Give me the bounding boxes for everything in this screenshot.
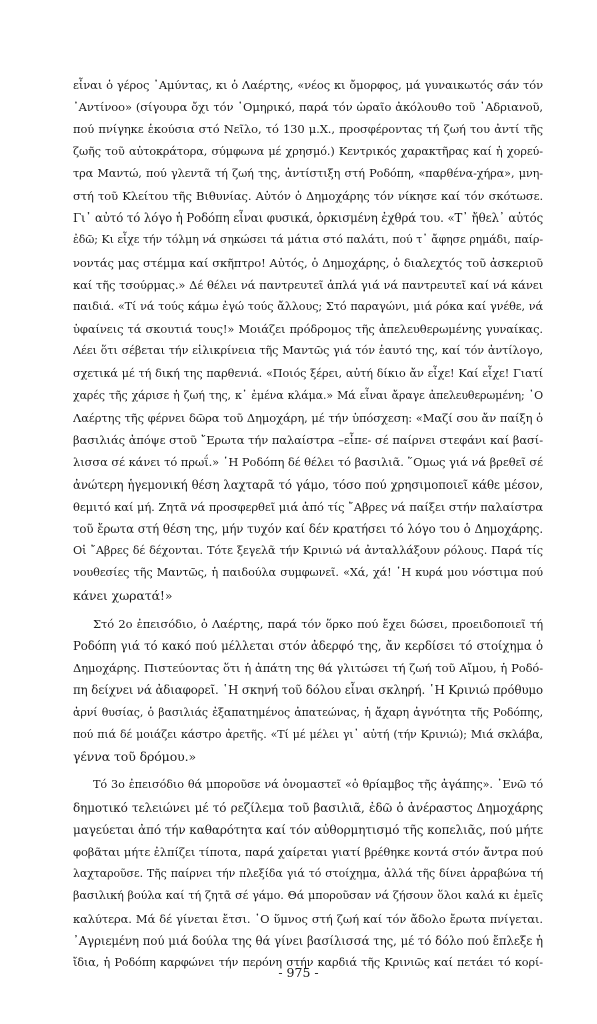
text-line: μαγεύεται ἀπό τήν καθαρότητα καί τόν αὐθορμητισμό τῆς κοπελιᾶς, πού μήτε: [73, 822, 543, 837]
text-line: Λέει ὅτι σέβεται τήν εἰλικρίνεια τῆς Μαντῶς γιά τόν ἑαυτό της, καί τόν ἀντίλογο,: [73, 344, 543, 358]
text-line: παιδιά. «Τί νά τούς κάμω ἐγώ τούς ἄλλους; Στό παραγώνι, μιά ρόκα καί γνέθε, νά: [73, 300, 543, 314]
text-line: γέννα τοῦ δρόμου.»: [73, 749, 197, 765]
text-line: Στό 2ο ἐπεισόδιο, ὁ Λαέρτης, παρά τόν ὅρκο πού ἔχει δώσει, προειδοποιεῖ τή: [93, 616, 543, 631]
text-line: τρα Μαντώ, πού γλεντᾶ τή ζωή της, ἀντίστιξη στή Ροδόπη, «παρθένα-χήρα», μνη-: [73, 166, 543, 180]
text-line: εἶναι ὁ γέρος ᾿Αμύντας, κι ὁ Λαέρτης, «νέος κι ὄμορφος, μά γυναικωτός σάν τόν: [73, 78, 543, 92]
text-line: πη δείχνει νά ἀδιαφορεῖ. ῾Η σκηνή τοῦ δόλου εἶναι σκληρή. ῾Η Κρινιώ πρόθυμο: [73, 683, 543, 698]
text-line: Δημοχάρης. Πιστεύοντας ὅτι ἡ ἀπάτη της θά γλιτώσει τή ζωή τοῦ Αἴμου, ἡ Ροδό-: [73, 661, 543, 676]
text-line: κάνει χωρατά!»: [73, 587, 173, 603]
text-line: ἀνώτερη ἡγεμονική θέση λαχταρᾶ τό γάμο, τόσο πού χρησιμοποιεῖ κάθε μέσον,: [73, 477, 543, 492]
text-line: πού πνίγηκε ἑκούσια στό Νεῖλο, τό 130 μ.Χ., προσφέροντας τή ζωή του ἀντί τῆς: [73, 122, 543, 137]
text-line: ᾿Αγριεμένη πού μιά δούλα της θά γίνει βασίλισσά της, μέ τό δόλο πού ἔπλεξε ἡ: [73, 933, 543, 948]
text-line: στή τοῦ Κλείτου τῆς Βιθυνίας. Αὐτόν ὁ Δημοχάρης τόν νίκησε καί τόν σκότωσε.: [73, 189, 543, 204]
text-line: Γι᾿ αὐτό τό λόγο ἡ Ροδόπη εἶναι φυσικά, ὁρκισμένη ἐχθρά του. «Τ᾿ ἤθελ᾿ αὐτός: [73, 211, 543, 226]
body-text: [73, 74, 543, 974]
text-line: νουθεσίες τῆς Μαντῶς, ἡ παιδούλα συμφωνεῖ. «Χά, χά! ῾Η κυρά μου νόστιμα πού: [73, 566, 543, 580]
text-line: Τό 3ο ἐπεισόδιο θά μποροῦσε νά ὀνομαστεῖ «ὁ θρίαμβος τῆς ἀγάπης». ᾿Ενῶ τό: [93, 778, 543, 792]
text-line: καί τῆς τσούρμας.» Δέ θέλει νά παντρευτεῖ ἁπλά γιά νά παντρευτεῖ καί νά κάνει: [73, 277, 543, 292]
text-line: σχετικά μέ τή δική της παρθενιά. «Ποιός ξέρει, αὐτή δίκιο ἄν εἶχε! Καί εἶχε! Γιατί: [73, 366, 543, 380]
text-line: καλύτερα. Μά δέ γίνεται ἔτσι. ῾Ο ὕμνος στή ζωή καί τόν ἄδολο ἔρωτα πνίγεται.: [73, 911, 543, 926]
text-line: νοντάς μας στέμμα καί σκῆπτρο! Αὐτός, ὁ Δημοχάρης, ὁ διαλεχτός τοῦ ἀσκεριοῦ: [73, 255, 543, 270]
text-line: βασιλική βούλα καί τή ζητᾶ σέ γάμο. Θά μποροῦσαν νά ζήσουν ὅλοι καλά κι ἐμεῖς: [73, 889, 543, 903]
text-line: ἴδια, ἡ Ροδόπη καρφώνει τήν περόνη στήν καρδιά τῆς Κρινιῶς καί πετάει τό κορί-: [73, 955, 543, 969]
text-line: θεμιτό καί μή. Ζητᾶ νά προσφερθεῖ μιά ἀπό τίς ῎Αβρες νά παίξει στήν παλαίστρα: [73, 499, 543, 514]
text-line: δημοτικό τελειώνει μέ τό ρεζίλεμα τοῦ βασιλιᾶ, ἐδῶ ὁ ἀνέραστος Δημοχάρης: [73, 800, 543, 815]
text-line: τοῦ ἔρωτα στή θέση της, μήν τυχόν καί δέν κρατήσει τό λόγο του ὁ Δημοχάρης.: [73, 522, 543, 537]
text-line: ἐδῶ; Κι εἶχε τήν τόλμη νά σηκώσει τά μάτια στό παλάτι, πού τ᾿ ἄφησε ρημάδι, παίρ-: [73, 233, 543, 247]
text-line: Λαέρτης τῆς φέρνει δῶρα τοῦ Δημοχάρη, μέ τήν ὑπόσχεση: «Μαζί σου ἄν παίξη ὁ: [73, 411, 543, 426]
text-line: φοβᾶται μήτε ἐλπίζει τίποτα, παρά χαίρεται γιατί βρέθηκε κοντά στόν ἄντρα πού: [73, 844, 543, 859]
text-line: πού πιά δέ μοιάζει κάστρο ἀρετῆς. «Τί μέ μέλει γι᾿ αὐτή (τήν Κρινιώ); Μιά σκλάβα,: [73, 727, 543, 741]
paragraph-2: [73, 613, 543, 768]
text-line: ᾿Αντίνοο» (σίγουρα ὄχι τόν ῾Ομηρικό, παρά τόν ὡραῖο ἀκόλουθο τοῦ ᾿Αδριανοῦ,: [73, 100, 543, 115]
text-line: λισσα σέ κάνει τό πρωΐ.» ῾Η Ροδόπη δέ θέλει τό βασιλιᾶ. ῞Ομως γιά νά βρεθεῖ σέ: [73, 455, 543, 470]
text-line: βασιλιάς ἀπόψε στοῦ ῎Ερωτα τήν παλαίστρα –εἶπε- σέ παίρνει στεφάνι καί βασί-: [73, 433, 543, 448]
text-line: ὑφαίνεις τά σκουτιά τους!» Μοιάζει πρόδρομος τῆς ἀπελευθερωμένης γυναίκας.: [73, 322, 543, 337]
text-line: ἀρνί θυσίας, ὁ βασιλιάς ἐξαπατημένος ἀπατεώνας, ἡ ἄχαρη ἀγνότητα τῆς Ροδόπης,: [73, 705, 543, 719]
paragraph-3: [73, 774, 543, 974]
text-line: Οἱ ῎Αβρες δέ δέχονται. Τότε ξεγελᾶ τήν Κρινιώ νά ἀνταλλάξουν ρόλους. Παρά τίς: [73, 544, 543, 558]
text-line: Ροδόπη γιά τό κακό πού μέλλεται στόν ἀδερφό της, ἄν κερδίσει τό στοίχημα ὁ: [73, 639, 543, 654]
paragraph-1: [73, 74, 543, 607]
page-number: - 975 -: [278, 965, 319, 980]
text-line: λαχταροῦσε. Τῆς παίρνει τήν πλεξίδα γιά τό στοίχημα, ἀλλά τῆς δίνει ἀρραβώνα τή: [73, 867, 543, 881]
text-line: χαρές τῆς χάρισε ἡ ζωή της, κ᾿ ἐμένα κλάμα.» Μά εἶναι ἄραγε ἀπελευθερωμένη; ῾Ο: [73, 388, 543, 402]
text-line: ζωῆς τοῦ αὐτοκράτορα, σύμφωνα μέ χρησμό.) Κεντρικός χαρακτῆρας καί ἡ χορεύ-: [73, 144, 543, 158]
